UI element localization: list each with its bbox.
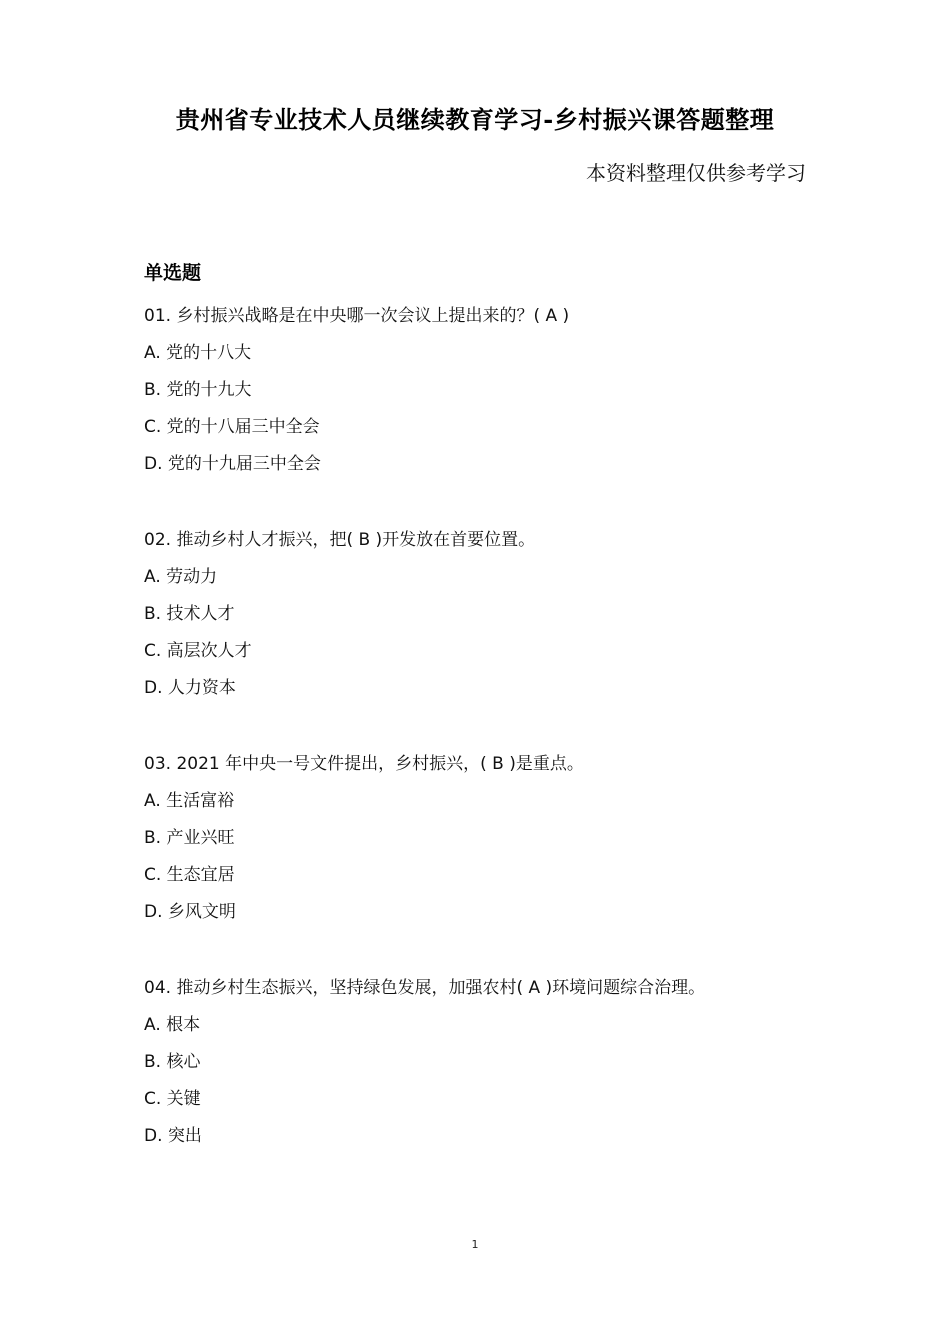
option-c: C. 高层次人才: [144, 641, 252, 661]
option-a: A. 根本: [144, 1015, 201, 1035]
option-a: A. 劳动力: [144, 567, 218, 587]
option-b: B. 产业兴旺: [144, 828, 235, 848]
page-number: 1: [471, 1238, 479, 1251]
option-b: B. 核心: [144, 1052, 201, 1072]
question-stem: 02. 推动乡村人才振兴，把( B )开发放在首要位置。: [144, 530, 536, 550]
question-stem: 01. 乡村振兴战略是在中央哪一次会议上提出来的？( A ): [144, 306, 570, 326]
option-b: B. 党的十九大: [144, 380, 252, 400]
question-03: [144, 754, 844, 939]
option-d: D. 党的十九届三中全会: [144, 454, 321, 474]
question-stem: 03. 2021 年中央一号文件提出，乡村振兴，( B )是重点。: [144, 754, 584, 774]
option-d: D. 乡风文明: [144, 902, 236, 922]
option-a: A. 生活富裕: [144, 791, 235, 811]
section-heading-single-choice: 单选题: [144, 262, 202, 284]
document-subtitle: 本资料整理仅供参考学习: [586, 161, 806, 185]
option-c: C. 生态宜居: [144, 865, 235, 885]
option-d: D. 突出: [144, 1126, 202, 1146]
option-b: B. 技术人才: [144, 604, 235, 624]
question-02: [144, 530, 844, 715]
option-c: C. 党的十八届三中全会: [144, 417, 320, 437]
document-title: 贵州省专业技术人员继续教育学习-乡村振兴课答题整理: [175, 105, 775, 134]
option-c: C. 关键: [144, 1089, 201, 1109]
question-04: [144, 978, 844, 1163]
option-d: D. 人力资本: [144, 678, 236, 698]
option-a: A. 党的十八大: [144, 343, 252, 363]
question-01: [144, 306, 844, 491]
question-stem: 04. 推动乡村生态振兴，坚持绿色发展，加强农村( A )环境问题综合治理。: [144, 978, 706, 998]
